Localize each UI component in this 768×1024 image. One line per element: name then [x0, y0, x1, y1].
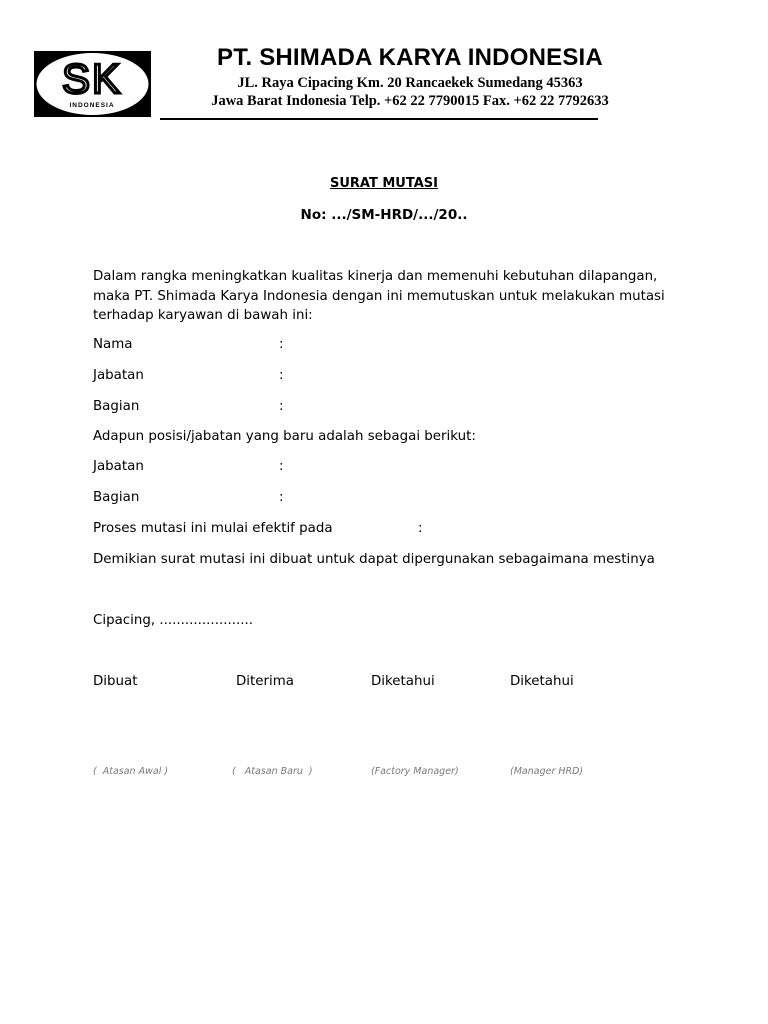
place-date: Cipacing, ...................... — [93, 613, 254, 628]
signature-name-atasan-baru: ( Atasan Baru ) — [232, 766, 313, 777]
document-title: SURAT MUTASI — [330, 176, 438, 191]
company-address: JL. Raya Cipacing Km. 20 Rancaekek Sumedang 45363 — [237, 75, 583, 91]
field-colon: : — [279, 337, 284, 352]
field-colon: : — [279, 490, 284, 505]
signature-name-atasan-awal: ( Atasan Awal ) — [93, 766, 169, 777]
document-number: No: .../SM-HRD/.../20.. — [300, 207, 468, 223]
intro-paragraph: Dalam rangka meningkatkan kualitas kinerja dan memenuhi kebutuhan dilapangan, maka PT. Shimada Karya Indonesia dengan ini memutuskan untuk melakukan mutasi terhadap karyawan di bawah ini: — [93, 269, 665, 323]
field-label-bagian-baru: Bagian — [93, 490, 140, 505]
logo-subtext: INDONESIA — [69, 102, 115, 109]
signature-role-diterima: Diterima — [236, 674, 294, 689]
field-label-jabatan: Jabatan — [93, 368, 144, 383]
signature-role-diketahui-factory: Diketahui — [371, 674, 435, 689]
signature-role-dibuat: Dibuat — [93, 674, 138, 689]
field-label-jabatan-baru: Jabatan — [93, 459, 144, 474]
field-colon: : — [279, 399, 284, 414]
closing-statement: Demikian surat mutasi ini dibuat untuk dapat dipergunakan sebagaimana mestinya — [93, 552, 655, 567]
letterhead-divider — [160, 118, 598, 120]
logo-letters: SK — [61, 55, 123, 102]
effective-date-colon: : — [418, 521, 423, 536]
signature-name-factory-manager: (Factory Manager) — [371, 766, 459, 777]
company-name: PT. SHIMADA KARYA INDONESIA — [217, 44, 603, 71]
signature-name-manager-hrd: (Manager HRD) — [510, 766, 584, 777]
company-logo — [34, 51, 151, 117]
effective-date-label: Proses mutasi ini mulai efektif pada — [93, 521, 333, 536]
new-position-intro: Adapun posisi/jabatan yang baru adalah sebagai berikut: — [93, 429, 476, 444]
company-contact: Jawa Barat Indonesia Telp. +62 22 7790015 Fax. +62 22 7792633 — [211, 93, 609, 109]
signature-role-diketahui-hrd: Diketahui — [510, 674, 574, 689]
field-label-nama: Nama — [93, 337, 133, 352]
field-colon: : — [279, 368, 284, 383]
field-label-bagian: Bagian — [93, 399, 140, 414]
field-colon: : — [279, 459, 284, 474]
